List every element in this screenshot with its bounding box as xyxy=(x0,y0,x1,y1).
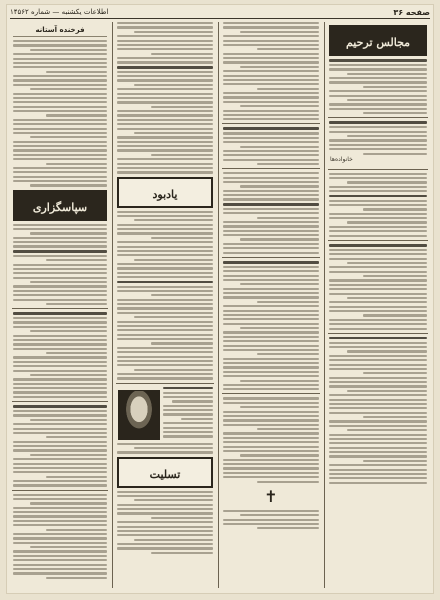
notice-block xyxy=(220,172,322,254)
column-1 xyxy=(326,22,430,588)
issue-info: اطلاعات یکشنبه — شماره ۱۴۵۶۲ xyxy=(10,8,109,16)
notice-heading: فرخنده آستانه xyxy=(13,24,107,37)
notice-block xyxy=(10,40,110,187)
notice-block xyxy=(326,244,430,330)
notice-block xyxy=(220,397,322,482)
notice-block xyxy=(326,59,430,114)
condolence-banner: تسلیت xyxy=(117,457,213,488)
column-4 xyxy=(10,22,110,588)
column-3 xyxy=(114,22,216,588)
notice-block xyxy=(326,121,430,154)
notice-block xyxy=(220,22,322,120)
notice-block xyxy=(220,510,322,530)
notice-block xyxy=(10,494,110,579)
column-2 xyxy=(220,22,322,588)
notice-block xyxy=(10,224,110,306)
newspaper-page xyxy=(6,4,434,594)
portrait-photo xyxy=(118,390,160,440)
cross-icon: ✝ xyxy=(264,486,278,506)
notice-block xyxy=(326,173,430,237)
notice-block xyxy=(114,491,216,554)
notice-block xyxy=(10,405,110,487)
memorial-banner: یادبود xyxy=(117,177,213,208)
page-number: صفحه ۳۶ xyxy=(393,7,430,17)
notice-block xyxy=(114,22,216,174)
page-header xyxy=(10,6,430,19)
notice-block xyxy=(220,261,322,391)
notice-block xyxy=(114,211,216,380)
notice-block xyxy=(160,387,216,438)
notice-block xyxy=(220,127,322,165)
thanks-banner: سپاسگزاری xyxy=(13,190,107,221)
mourning-banner: مجالس ترحیم xyxy=(329,25,427,56)
notice-block xyxy=(114,443,216,454)
notice-block xyxy=(10,312,110,398)
notice-block xyxy=(326,337,430,484)
notice-signature: خانواده‌ها xyxy=(330,155,353,163)
